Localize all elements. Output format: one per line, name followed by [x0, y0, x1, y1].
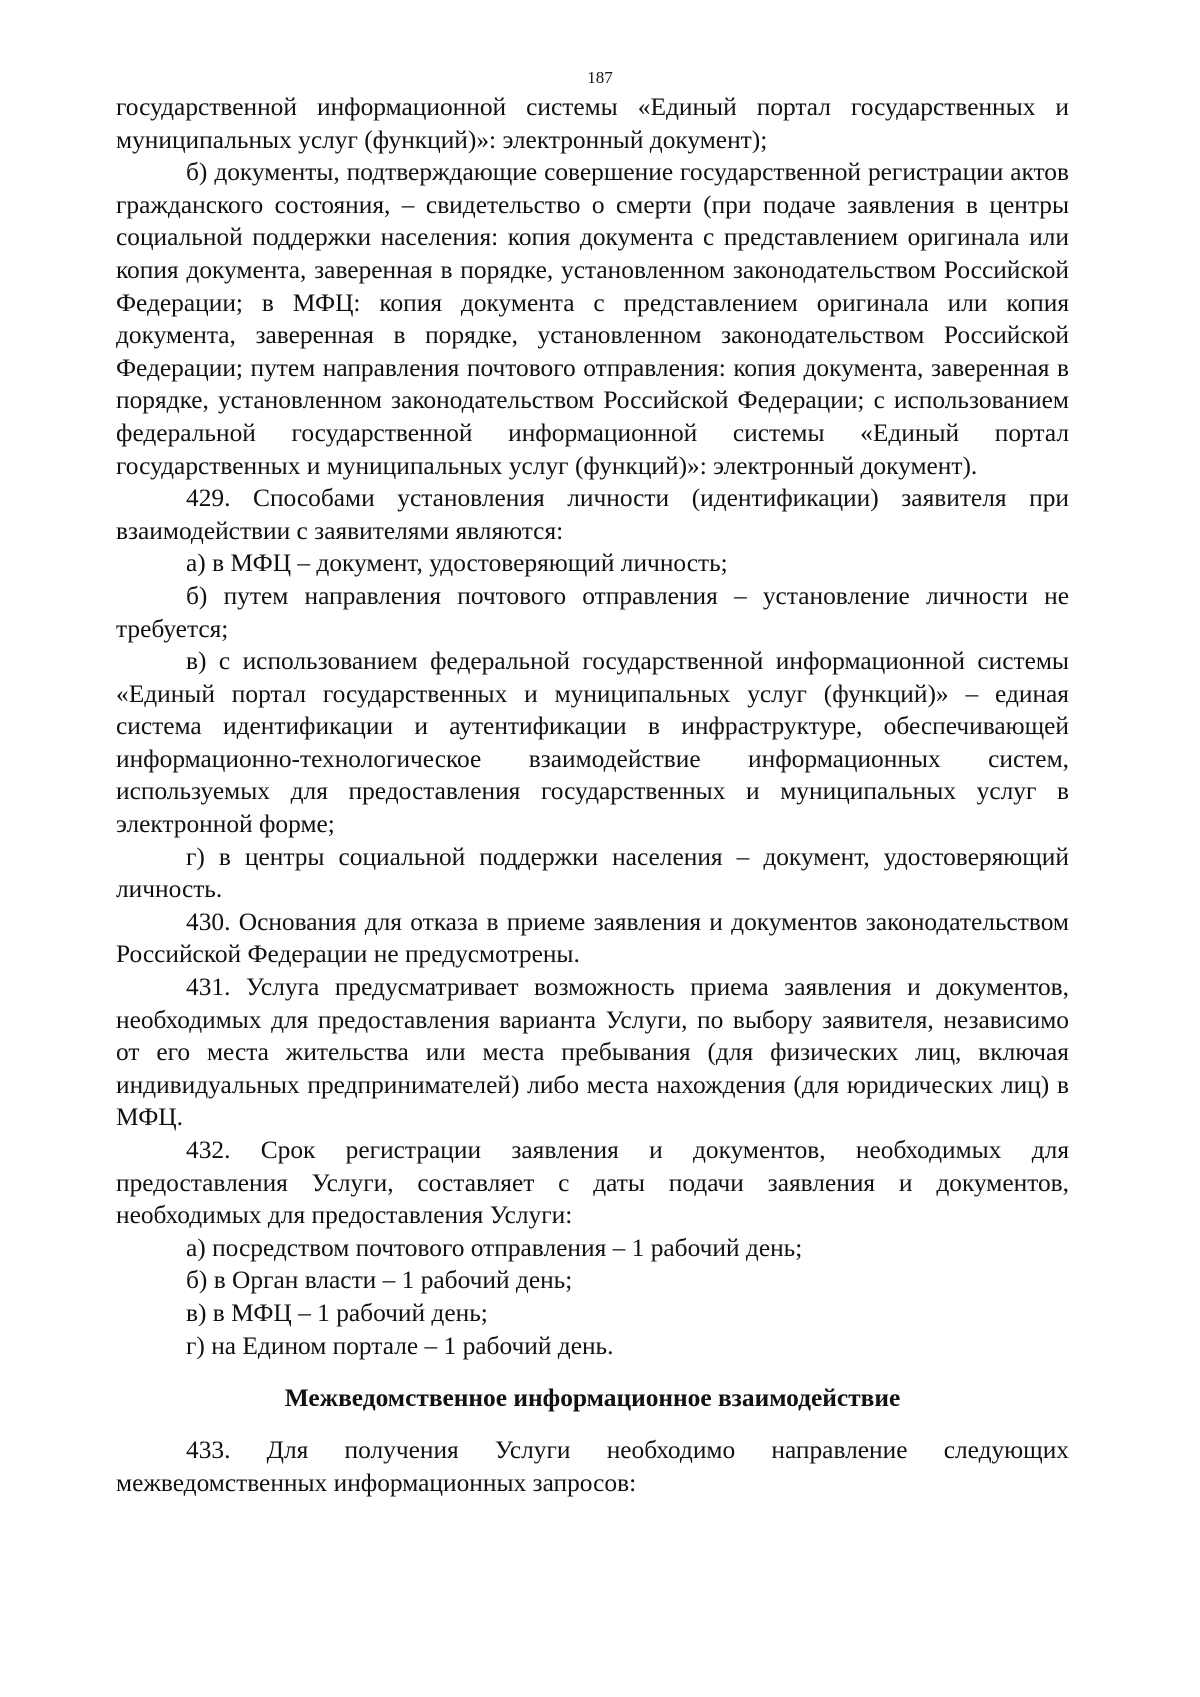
list-item: г) на Едином портале – 1 рабочий день. [186, 1331, 614, 1360]
list-item: в) в МФЦ – 1 рабочий день; [186, 1298, 488, 1327]
page-number: 187 [587, 68, 613, 87]
paragraph: 431. Услуга предусматривает возможность приема заявления и документов, необходимых для предоставления варианта Услуги, по выбору заявителя, независимо от его места жительства или места пребывания (для физических лиц, включая индивидуальных предпринимателей) либо места нахождения (для юридических лиц) в МФЦ. [116, 973, 1069, 1132]
list-item: б) путем направления почтового отправления – установление личности не требуется; [116, 581, 1069, 643]
list-item: б) в Орган власти – 1 рабочий день; [186, 1266, 573, 1295]
paragraph: 433. Для получения Услуги необходимо направление следующих межведомственных информационных запросов: [116, 1436, 1069, 1497]
paragraph: б) документы, подтверждающие совершение государственной регистрации актов гражданского состояния, – свидетельство о смерти (при подаче заявления в центры социальной поддержки населения: копия документа с представлением оригинала или копия документа, заверенная в порядке, установленном законодательством Российской Федерации; в МФЦ: копия документа с представлением оригинала или копия документа, заверенная в порядке, установленном законодательством Российской Федерации; путем направления почтового отправления: копия документа, заверенная в порядке, установленном законодательством Российской Федерации; с использованием федеральной государственной информационной системы «Единый портал государственных и муниципальных услуг (функций)»: электронный документ). [116, 158, 1069, 480]
document-body [116, 91, 1069, 1499]
paragraph: государственной информационной системы «Единый портал государственных и муниципальных услуг (функций)»: электронный документ); [116, 93, 1069, 154]
list-item: г) в центры социальной поддержки населения – документ, удостоверяющий личность. [116, 842, 1069, 904]
paragraph: 432. Срок регистрации заявления и документов, необходимых для предоставления Услуги, составляет с даты подачи заявления и документов, необходимых для предоставления Услуги: [116, 1136, 1069, 1230]
list-item: в) с использованием федеральной государственной информационной системы «Единый портал государственных и муниципальных услуг (функций)» – единая система идентификации и аутентификации в инфраструктуре, обеспечивающей информационно-технологическое взаимодействие информационных систем, используемых для предоставления государственных и муниципальных услуг в электронной форме; [116, 647, 1069, 839]
list-item: а) посредством почтового отправления – 1 рабочий день; [186, 1233, 803, 1262]
paragraph: 430. Основания для отказа в приеме заявления и документов законодательством Российской Федерации не предусмотрены. [116, 907, 1069, 969]
paragraph: 429. Способами установления личности (идентификации) заявителя при взаимодействии с заявителями являются: [116, 484, 1069, 545]
list-item: а) в МФЦ – документ, удостоверяющий личность; [186, 549, 728, 578]
section-heading: Межведомственное информационное взаимодействие [284, 1384, 901, 1413]
